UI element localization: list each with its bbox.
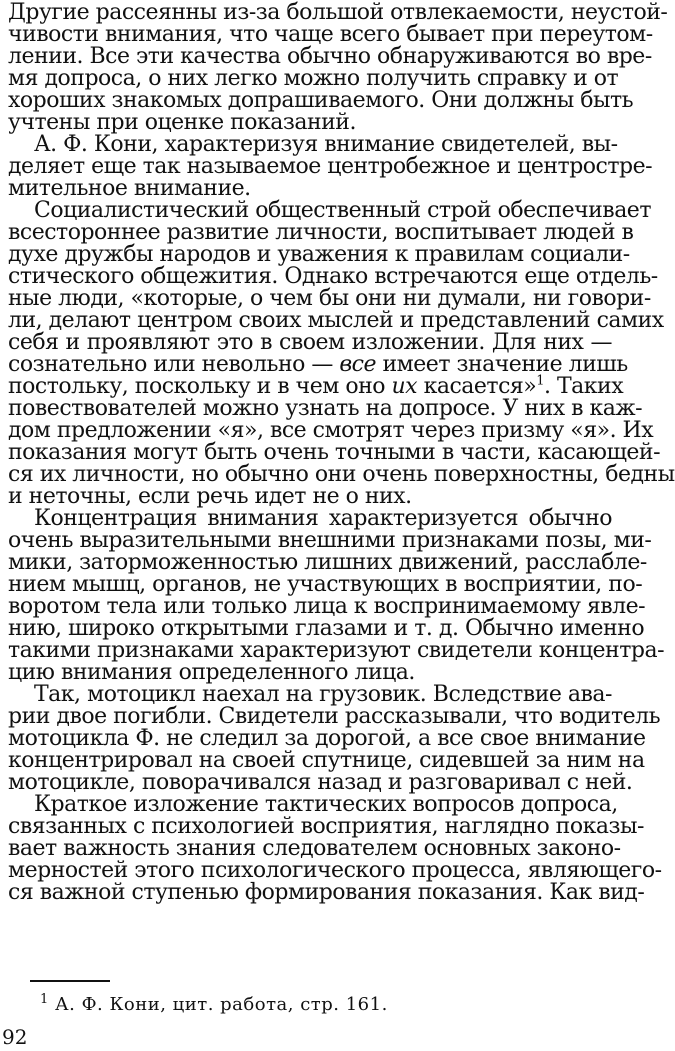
text-line: Другие рассеянны из-за большой отвлекаемости, неустой- xyxy=(8,0,668,25)
text-line: нием мышц, органов, не участвующих в восприятии, по- xyxy=(8,572,643,597)
text-line: связанных с психологией восприятия, наглядно показы- xyxy=(8,814,644,839)
footnote-separator xyxy=(30,980,110,982)
text-segment: постольку, поскольку и в чем оно xyxy=(8,374,392,399)
text-line: стического общежития. Однако встречаются еще отдель- xyxy=(8,264,658,289)
footnote-reference: 1 xyxy=(536,373,545,389)
text-segment: касается» xyxy=(417,374,537,399)
text-line: воротом тела или только лица к воспринимаемому явле- xyxy=(8,594,646,619)
text-line: нию, широко открытыми глазами и т. д. Обычно именно xyxy=(8,616,645,641)
text-line: мики, заторможенностью лишних движений, расслабле- xyxy=(8,550,647,575)
text-line: хороших знакомых допрашиваемого. Они должны быть xyxy=(8,88,634,113)
text-segment: . Таких xyxy=(544,374,624,399)
text-segment: сознательно или невольно — xyxy=(8,352,340,377)
text-line: мотоцикле, поворачивался назад и разговаривал с ней. xyxy=(8,770,633,795)
text-line: ные люди, «которые, о чем бы они ни думали, ни говори- xyxy=(8,286,651,311)
text-line: цию внимания определенного лица. xyxy=(8,660,415,685)
text-line: деляет еще так называемое центробежное и центростре- xyxy=(8,154,653,179)
text-line: духе дружбы народов и уважения к правилам социали- xyxy=(8,242,630,267)
paragraph-first-line: Так, мотоцикл наехал на грузовик. Вследствие ава- xyxy=(34,682,612,707)
text-line xyxy=(8,352,628,377)
italic-emphasis: все xyxy=(339,352,377,377)
text-line xyxy=(8,373,624,399)
text-line: ся важной ступенью формирования показания. Как вид- xyxy=(8,880,645,905)
text-line: вает важность знания следователем основных законо- xyxy=(8,836,621,861)
text-line: мя допроса, о них легко можно получить справку и от xyxy=(8,66,619,91)
text-line: учтены при оценке показаний. xyxy=(8,110,356,135)
text-line: ли, делают центром своих мыслей и представлений самих xyxy=(8,308,664,333)
text-line: такими признаками характеризуют свидетели концентра- xyxy=(8,638,665,663)
text-line: рии двое погибли. Свидетели рассказывали, что водитель xyxy=(8,704,661,729)
paragraph-first-line: Концентрация внимания характеризуется обычно xyxy=(34,506,612,531)
footnote-marker: 1 xyxy=(40,992,49,1007)
text-line: дом предложении «я», все смотрят через призму «я». Их xyxy=(8,418,654,443)
text-line: себя и проявляют это в своем изложении. Для них — xyxy=(8,330,612,355)
italic-emphasis: их xyxy=(391,374,418,399)
footnote-text: А. Ф. Кони, цит. работа, стр. 161. xyxy=(48,994,388,1015)
text-line: мотоцикла Ф. не следил за дорогой, а все свое внимание xyxy=(8,726,646,751)
page-number: 92 xyxy=(2,1025,28,1049)
text-line: повествователей можно узнать на допросе. У них в каж- xyxy=(8,396,643,421)
text-line: мительное внимание. xyxy=(8,176,251,201)
text-line: всестороннее развитие личности, воспитывает людей в xyxy=(8,220,634,245)
text-line: концентрировал на своей спутнице, сидевшей за ним на xyxy=(8,748,645,773)
paragraph-first-line: Краткое изложение тактических вопросов допроса, xyxy=(34,792,618,817)
text-line: лении. Все эти качества обычно обнаруживаются во вре- xyxy=(8,44,652,69)
text-line: чивости внимания, что чаще всего бывает при переутом- xyxy=(8,22,653,47)
footnote xyxy=(40,994,388,1016)
text-line: мерностей этого психологического процесса, являющего- xyxy=(8,858,662,883)
text-line: показания могут быть очень точными в части, касающей- xyxy=(8,440,661,465)
paragraph-first-line: А. Ф. Кони, характеризуя внимание свидетелей, вы- xyxy=(34,132,618,157)
text-segment: имеет значение лишь xyxy=(376,352,628,377)
text-line: ся их личности, но обычно они очень поверхностны, бедны xyxy=(8,462,675,487)
text-line: очень выразительными внешними признаками позы, ми- xyxy=(8,528,652,553)
text-line: и неточны, если речь идет не о них. xyxy=(8,484,412,509)
paragraph-first-line: Социалистический общественный строй обеспечивает xyxy=(34,198,651,223)
